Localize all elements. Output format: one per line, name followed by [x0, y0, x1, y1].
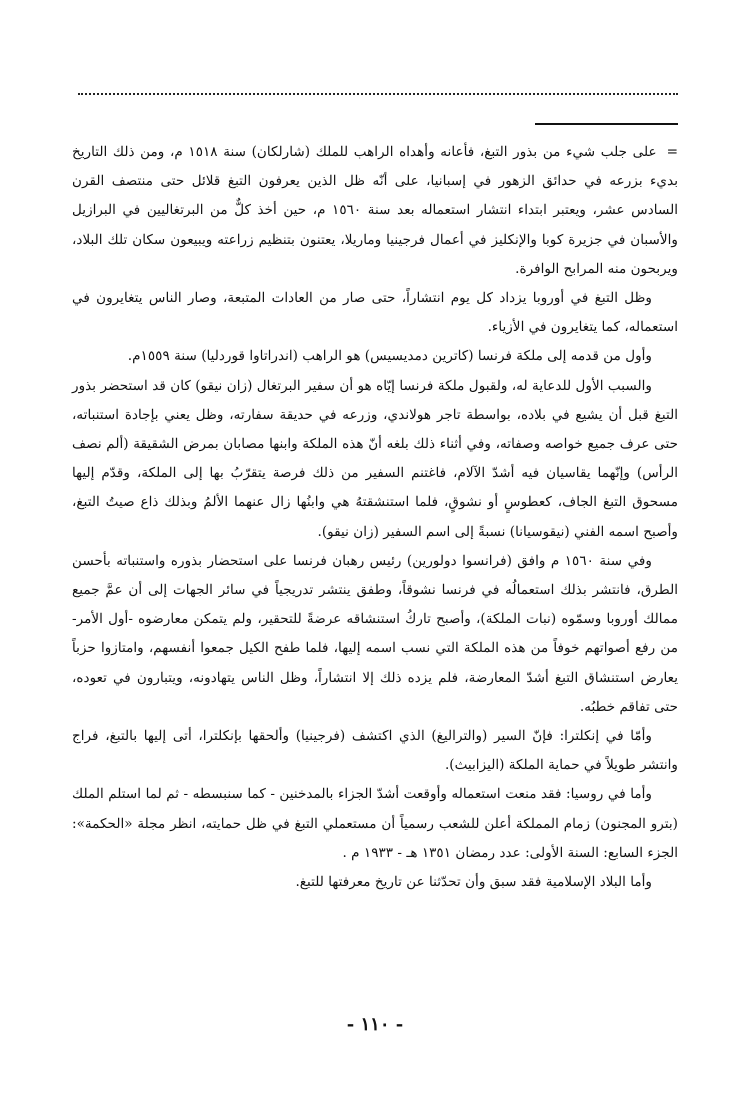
paragraph-1 — [72, 138, 678, 284]
continuation-marker: = — [666, 144, 678, 160]
paragraph-3: وأول من قدمه إلى ملكة فرنسا (كاترين دمديسيس) هو الراهب (اندراتاوا قوردليا) سنة ١٥٥٩م. — [127, 348, 652, 365]
paragraph-5: وفي سنة ١٥٦٠ م وافق (فرانسوا دولورين) رئيس رهبان فرنسا على استحضار بذوره واستنباته بأحسن الطرق، فانتشر بذلك استعمالُه في فرنسا نشوقاً، وطفق ينتشر تدريجياً في سائر الجهات إلى أن عمَّ جميع ممالك أوروبا وسمّوه (نبات الملكة)، وأصبح تاركُ استنشاقه عرضةً للتحقير، ولم يتمكن معارضوه -أول الأمر- من رفع أصواتهم خوفاً من هذه الملكة التي نسب اسمه إليها، فلما طفح الكيل جمعوا أنفسهم، وامتازوا حزباً يعارض استنشاق التبغ أشدّ المعارضة، فلم يزده ذلك إلا انتشاراً، وظل الناس يتهادونه، ويتبارون في تعوده، حتى تفاقم خطبُه. — [72, 552, 678, 715]
paragraph-2: وظل التبغ في أوروبا يزداد كل يوم انتشاراً، حتى صار من العادات المتبعة، وصار الناس يتغايرون في استعماله، كما يتغايرون في الأزياء. — [72, 290, 678, 336]
paragraph-7: وأما في روسيا: فقد منعت استعماله وأوقعت أشدّ الجزاء بالمدخنين - كما سنبسطه - ثم لما استلم الملك (بترو المجنون) زمام المملكة أعلن للشعب رسمياً أن مستعملي التبغ في ظل حمايته، انظر مجلة «الحكمة»: الجزء السابع: السنة الأولى: عدد رمضان ١٣٥١ هـ - ١٩٣٣ م . — [72, 786, 678, 861]
header-dotted-rule — [78, 93, 678, 95]
footnote-separator-rule — [535, 123, 678, 125]
paragraph-8: وأما البلاد الإسلامية فقد سبق وأن تحدّثنا عن تاريخ معرفتها للتبغ. — [295, 874, 652, 891]
paragraph-6: وأمّا في إنكلترا: فإنّ السير (والتراليغ) الذي اكتشف (فرجينيا) وألحقها بإنكلترا، أتى إليها بالتبغ، فراج وانتشر طويلاً في حماية الملكة (اليزابيث). — [72, 728, 678, 774]
paragraph-1-text: على جلب شيء من بذور التبغ، فأعانه وأهداه الراهب للملك (شارلكان) سنة ١٥١٨ م، ومن ذلك التاريخ بديء بزرعه في حدائق الزهور في إسبانيا، على أنّه ظل الذين يعرفون التبغ قلائل حتى منتصف القرن السادس عشر، ويعتبر ابتداء انتشار استعماله بعد سنة ١٥٦٠ م، حين أخذ كلٌّ من البرتغاليين في البرازيل والأسبان في جزيرة كوبا والإنكليز في أعمال فرجينيا وماريلا، يعتنون بتنظيم زراعته ويبيعون سكان تلك البلاد، ويربحون منه المرابح الوافرة. — [72, 144, 678, 277]
paragraph-4: والسبب الأول للدعاية له، ولقبول ملكة فرنسا إيّاه هو أن سفير البرتغال (زان نيقو) كان قد استحضر بذور التبغ قبل أن يشيع في بلاده، بواسطة تاجر هولاندي، وزرعه في حديقة سفارته، وظل يعني بإجادة استنباته، حتى عرف جميع خواصه وصفاته، وفي أثناء ذلك بلغه أنّ هذه الملكة وابنها مصابان بمرض الشقيقة (ألم نصف الرأس) وإنّهما يقاسيان فيه أشدّ الآلام، فاغتنم السفير من ذلك فرصة يتقرّبُ بها إلى الملكة، وقدّم إليها مسحوق التبغ الجاف، كعطوسٍ أو نشوقٍ، فلما استنشقتهُ هي وابنُها زال عنهما الألمُ وبذلك ذاع صيتُ التبغ، وأصبح اسمه الفني (نيقوسيانا) نسبةً إلى اسم السفير (زان نيقو). — [72, 377, 678, 540]
page-number: - ١١٠ - — [346, 1014, 404, 1035]
footnote-text-block — [72, 138, 678, 897]
